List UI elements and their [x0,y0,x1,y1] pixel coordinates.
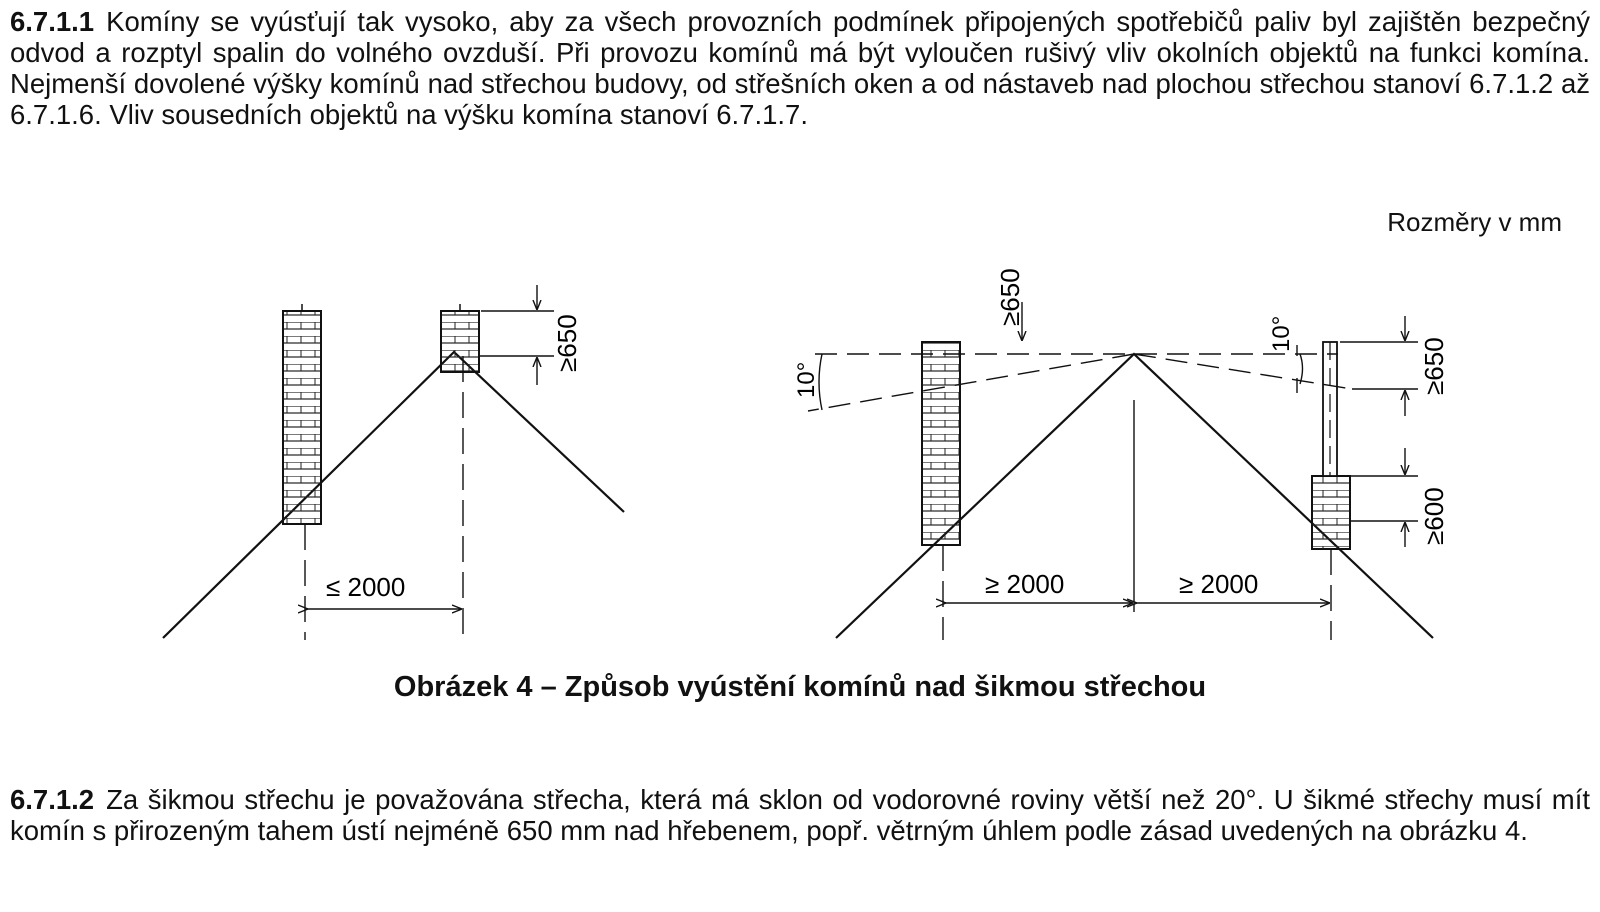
clause-text: Komíny se vyúsťují tak vysoko, aby za všech provozních podmínek připojených spotřebičů paliv byl zajištěn bezpečný odvod a rozptyl spalin do volného ovzduší. Při provozu komínů má být vyloučen rušivý vliv okolních objektů na funkci komína. Nejmenší dovolené výšky komínů nad střechou budovy, od střešních oken a od nástaveb nad plochou střechou stanoví 6.7.1.2 až 6.7.1.6. Vliv sousedních objektů na výšku komína stanoví 6.7.1.7. [10,6,1590,130]
left-diagram [163,285,624,640]
right-width-right-label: ≥ 2000 [1179,569,1259,599]
right-left-height-label: ≥650 [995,268,1025,326]
right-angle-label: 10° [1268,315,1295,352]
right-diagram [793,268,1449,640]
figure-caption: Obrázek 4 – Způsob vyústění komínů nad šikmou střechou [393,671,1207,703]
left-height-label: ≥650 [552,314,582,372]
left-chimney-1 [283,311,321,524]
units-note: Rozměry v mm [1387,207,1562,237]
right-low-height-label: ≥600 [1419,487,1449,545]
left-angle-label: 10° [793,361,820,398]
clause-number: 6.7.1.2 [10,784,95,815]
right-chimney-base [1312,476,1350,549]
left-chimney-2 [441,311,479,372]
clause-number: 6.7.1.1 [10,6,95,37]
right-right-height-label: ≥650 [1419,337,1449,395]
clause-text: Za šikmou střechu je považována střecha, která má sklon od vodorovné roviny větší než 20°. U šikmé střechy musí mít komín s přirozeným tahem ústí nejméně 650 mm nad hřebenem, popř. větrným úhlem podle zásad uvedených na obrázku 4. [10,784,1590,846]
paragraph-6-7-1-2 [10,784,1590,846]
right-chimney-left [922,342,960,545]
right-width-left-label: ≥ 2000 [985,569,1065,599]
left-width-label: ≤ 2000 [326,572,406,602]
